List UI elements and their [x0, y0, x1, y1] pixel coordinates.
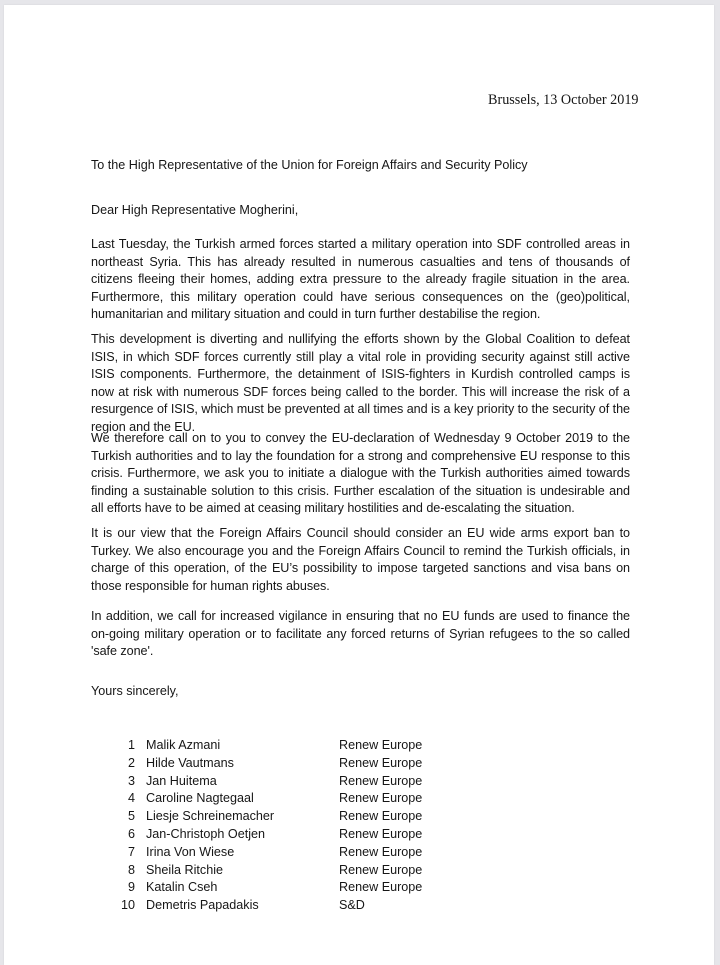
- signatory-name: Jan Huitema: [146, 773, 217, 788]
- signatory-name: Caroline Nagtegaal: [146, 791, 254, 806]
- signatory-number: 1: [127, 738, 135, 752]
- signatory-row: [114, 879, 474, 897]
- paragraph-1: Last Tuesday, the Turkish armed forces started a military operation into SDF controlled areas in northeast Syria. This has already resulted in numerous casualties and tens of thousands of citizens fleeing their homes, adding extra pressure to the already fragile situation in the area. Furthermore, this military operation could have serious consequences on the (geo)political, humanitarian and military situation and could in turn further destabilise the region.: [91, 237, 630, 322]
- signatory-number: 7: [127, 844, 135, 859]
- signatory-group: Renew Europe: [339, 880, 423, 895]
- signatory-list: [114, 737, 474, 915]
- signatory-group: Renew Europe: [339, 826, 423, 841]
- paragraph-3: We therefore call on to you to convey the EU-declaration of Wednesday 9 October 2019 to the Turkish authorities and to lay the foundation for a strong and comprehensive EU response to this crisis. Furthermore, we ask you to initiate a dialogue with the Turkish authorities aimed towards finding a sustainable solution to this crisis. Further escalation of the situation is undesirable and all efforts have to be aimed at ceasing military hostilities and de-escalating the situation.: [91, 431, 630, 516]
- signatory-group: Renew Europe: [339, 844, 423, 859]
- place-date: Brussels, 13 October 2019: [488, 92, 639, 108]
- signatory-number: 9: [127, 880, 135, 895]
- salutation: Dear High Representative Mogherini,: [91, 203, 299, 217]
- signatory-name: Demetris Papadakis: [146, 898, 259, 913]
- signatory-group: S&D: [339, 898, 365, 913]
- signatory-group: Renew Europe: [339, 755, 423, 770]
- signatory-row: [114, 773, 474, 791]
- signatory-number: 2: [127, 755, 135, 770]
- signatory-row: [114, 897, 474, 915]
- signatory-number: 8: [127, 862, 135, 877]
- paragraph-5: In addition, we call for increased vigilance in ensuring that no EU funds are used to finance the on-going military operation or to facilitate any forced returns of Syrian refugees to the so called 'safe zone'.: [91, 609, 630, 659]
- signatory-number: 6: [127, 826, 135, 841]
- signatory-number: 10: [120, 898, 135, 913]
- signatory-group: Renew Europe: [339, 862, 423, 877]
- signatory-name: Hilde Vautmans: [146, 755, 234, 770]
- paragraph-2: This development is diverting and nullifying the efforts shown by the Global Coalition to defeat ISIS, in which SDF forces currently still play a vital role in providing security against still active ISIS components. Furthermore, the detainment of ISIS-fighters in Kurdish controlled camps is now at risk with numerous SDF forces being called to the border. This will increase the risk of a resurgence of ISIS, which must be prevented at all times and is a key priority to the security of the region and the EU.: [91, 332, 630, 434]
- signatory-number: 5: [127, 809, 135, 824]
- signatory-name: Malik Azmani: [146, 738, 221, 752]
- letter-page: [4, 5, 714, 965]
- signatory-group: Renew Europe: [339, 791, 423, 806]
- closing: Yours sincerely,: [91, 684, 179, 698]
- signatory-name: Jan-Christoph Oetjen: [146, 826, 266, 841]
- signatory-row: [114, 808, 474, 826]
- recipient-line: To the High Representative of the Union for Foreign Affairs and Security Policy: [91, 158, 528, 172]
- signatory-group: Renew Europe: [339, 809, 423, 824]
- signatory-row: [114, 844, 474, 862]
- signatory-group: Renew Europe: [339, 738, 423, 752]
- signatory-name: Irina Von Wiese: [146, 844, 235, 859]
- signatory-name: Liesje Schreinemacher: [146, 809, 275, 824]
- signatory-name: Katalin Cseh: [146, 880, 218, 895]
- signatory-row: [114, 755, 474, 773]
- signatory-group: Renew Europe: [339, 773, 423, 788]
- signatory-row: [114, 790, 474, 808]
- signatory-row: [114, 737, 474, 755]
- paragraph-4: It is our view that the Foreign Affairs Council should consider an EU wide arms export ban to Turkey. We also encourage you and the Foreign Affairs Council to remind the Turkish officials, in charge of this operation, of the EU’s possibility to impose targeted sanctions and visa bans on those responsible for human rights abuses.: [91, 526, 630, 593]
- signatory-row: [114, 826, 474, 844]
- signatory-number: 3: [127, 773, 135, 788]
- signatory-number: 4: [127, 791, 135, 806]
- signatory-name: Sheila Ritchie: [146, 862, 224, 877]
- signatory-row: [114, 862, 474, 880]
